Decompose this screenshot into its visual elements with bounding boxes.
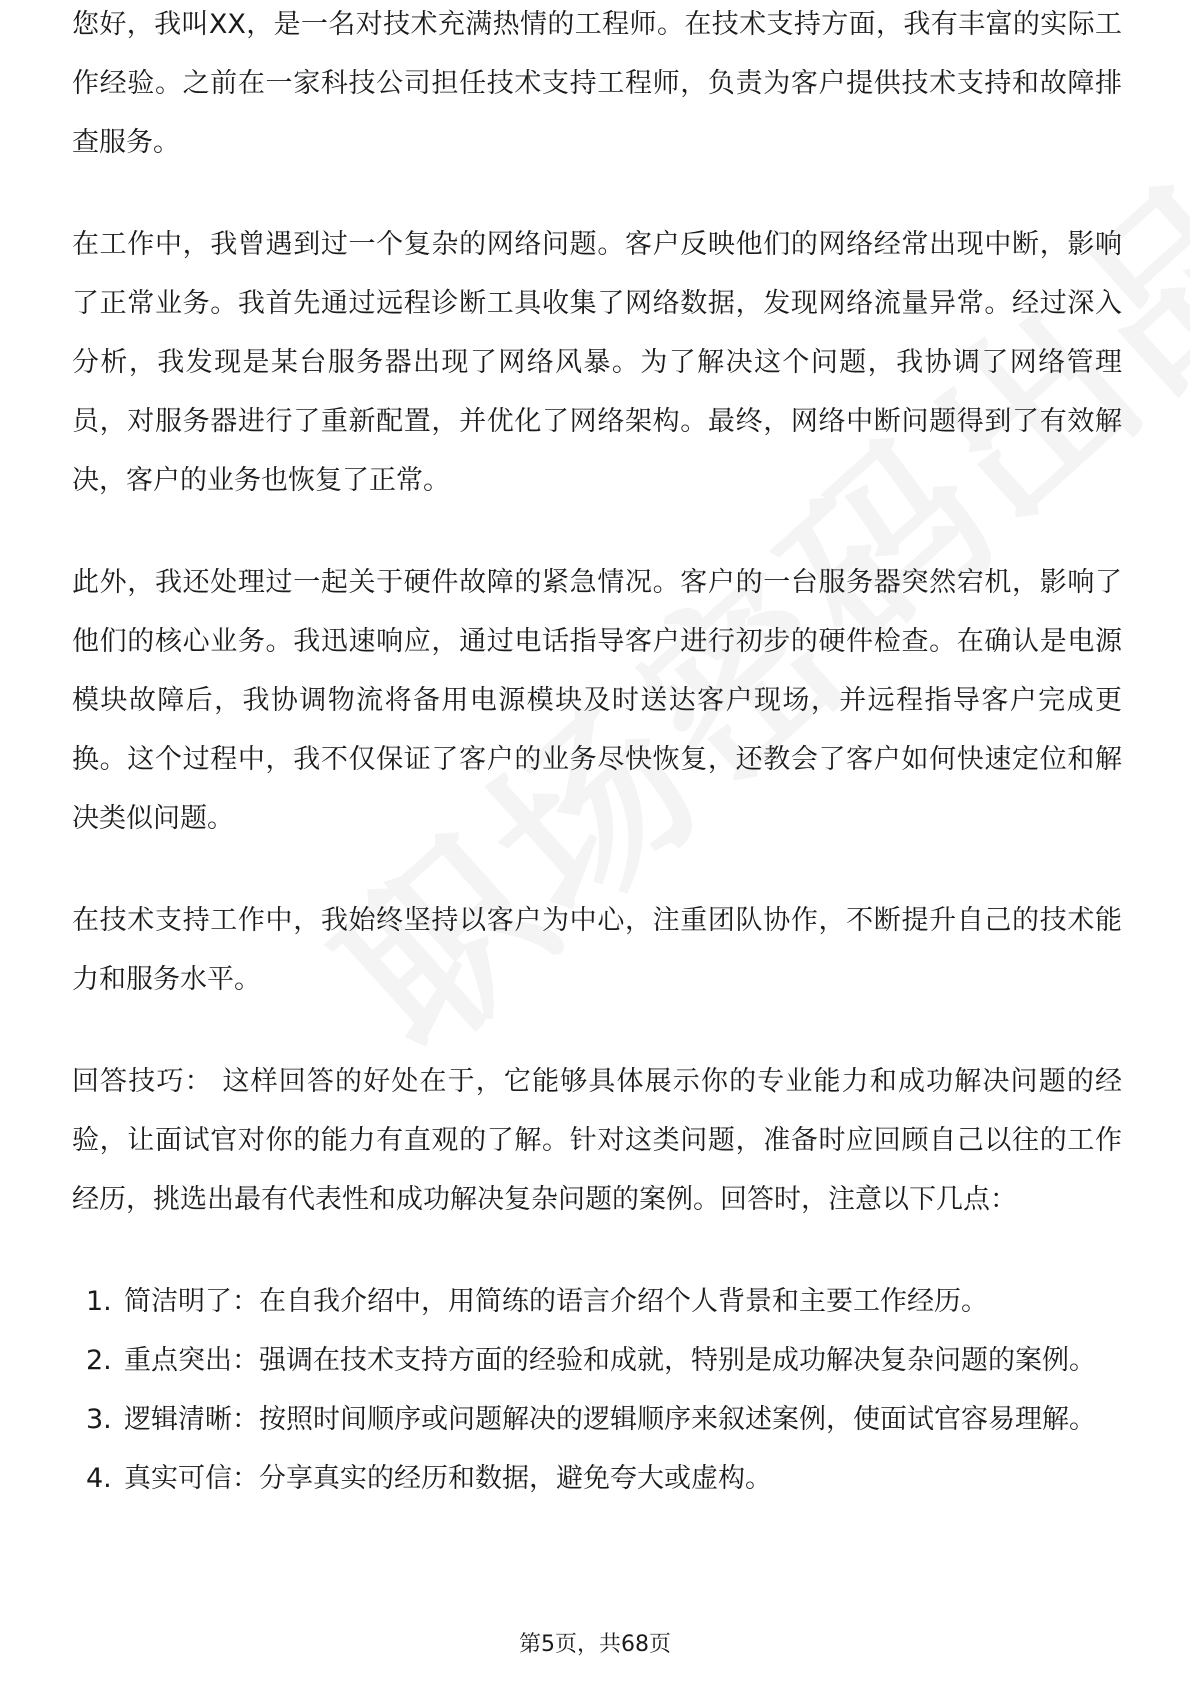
- document-body: [72, 9, 1122, 1508]
- list-item-number: 4.: [86, 1463, 112, 1494]
- list-item: [72, 1272, 1122, 1331]
- list-item-number: 2.: [86, 1345, 112, 1376]
- page-number: 第5页，共68页: [519, 1632, 671, 1657]
- list-item-text: 真实可信：分享真实的经历和数据，避免夸大或虚构。: [124, 1463, 772, 1494]
- list-item-text: 简洁明了：在自我介绍中，用简练的语言介绍个人背景和主要工作经历。: [124, 1286, 988, 1317]
- list-item-text: 逻辑清晰：按照时间顺序或问题解决的逻辑顺序来叙述案例，使面试官容易理解。: [124, 1404, 1096, 1435]
- tips-intro-paragraph: 回答技巧： 这样回答的好处在于，它能够具体展示你的专业能力和成功解决问题的经验，让面试官对你的能力有直观的了解。针对这类问题，准备时应回顾自己以往的工作经历，挑选出最有代表性和成功解决复杂问题的案例。回答时，注意以下几点：: [72, 1066, 1122, 1215]
- tips-list: [72, 1272, 1122, 1508]
- list-item-number: 1.: [86, 1286, 112, 1317]
- summary-paragraph: 在技术支持工作中，我始终坚持以客户为中心，注重团队协作，不断提升自己的技术能力和服务水平。: [72, 905, 1122, 995]
- list-item: [72, 1449, 1122, 1508]
- hardware-case-paragraph: 此外，我还处理过一起关于硬件故障的紧急情况。客户的一台服务器突然宕机，影响了他们的核心业务。我迅速响应，通过电话指导客户进行初步的硬件检查。在确认是电源模块故障后，我协调物流将备用电源模块及时送达客户现场，并远程指导客户完成更换。这个过程中，我不仅保证了客户的业务尽快恢复，还教会了客户如何快速定位和解决类似问题。: [72, 567, 1122, 834]
- list-item: [72, 1331, 1122, 1390]
- list-item-number: 3.: [86, 1404, 112, 1435]
- network-case-paragraph: 在工作中，我曾遇到过一个复杂的网络问题。客户反映他们的网络经常出现中断，影响了正常业务。我首先通过远程诊断工具收集了网络数据，发现网络流量异常。经过深入分析，我发现是某台服务器出现了网络风暴。为了解决这个问题，我协调了网络管理员，对服务器进行了重新配置，并优化了网络架构。最终，网络中断问题得到了有效解决，客户的业务也恢复了正常。: [72, 229, 1122, 496]
- list-item: [72, 1390, 1122, 1449]
- intro-paragraph: 您好，我叫XX，是一名对技术充满热情的工程师。在技术支持方面，我有丰富的实际工作经验。之前在一家科技公司担任技术支持工程师，负责为客户提供技术支持和故障排查服务。: [72, 9, 1122, 158]
- list-item-text: 重点突出：强调在技术支持方面的经验和成就，特别是成功解决复杂问题的案例。: [124, 1345, 1096, 1376]
